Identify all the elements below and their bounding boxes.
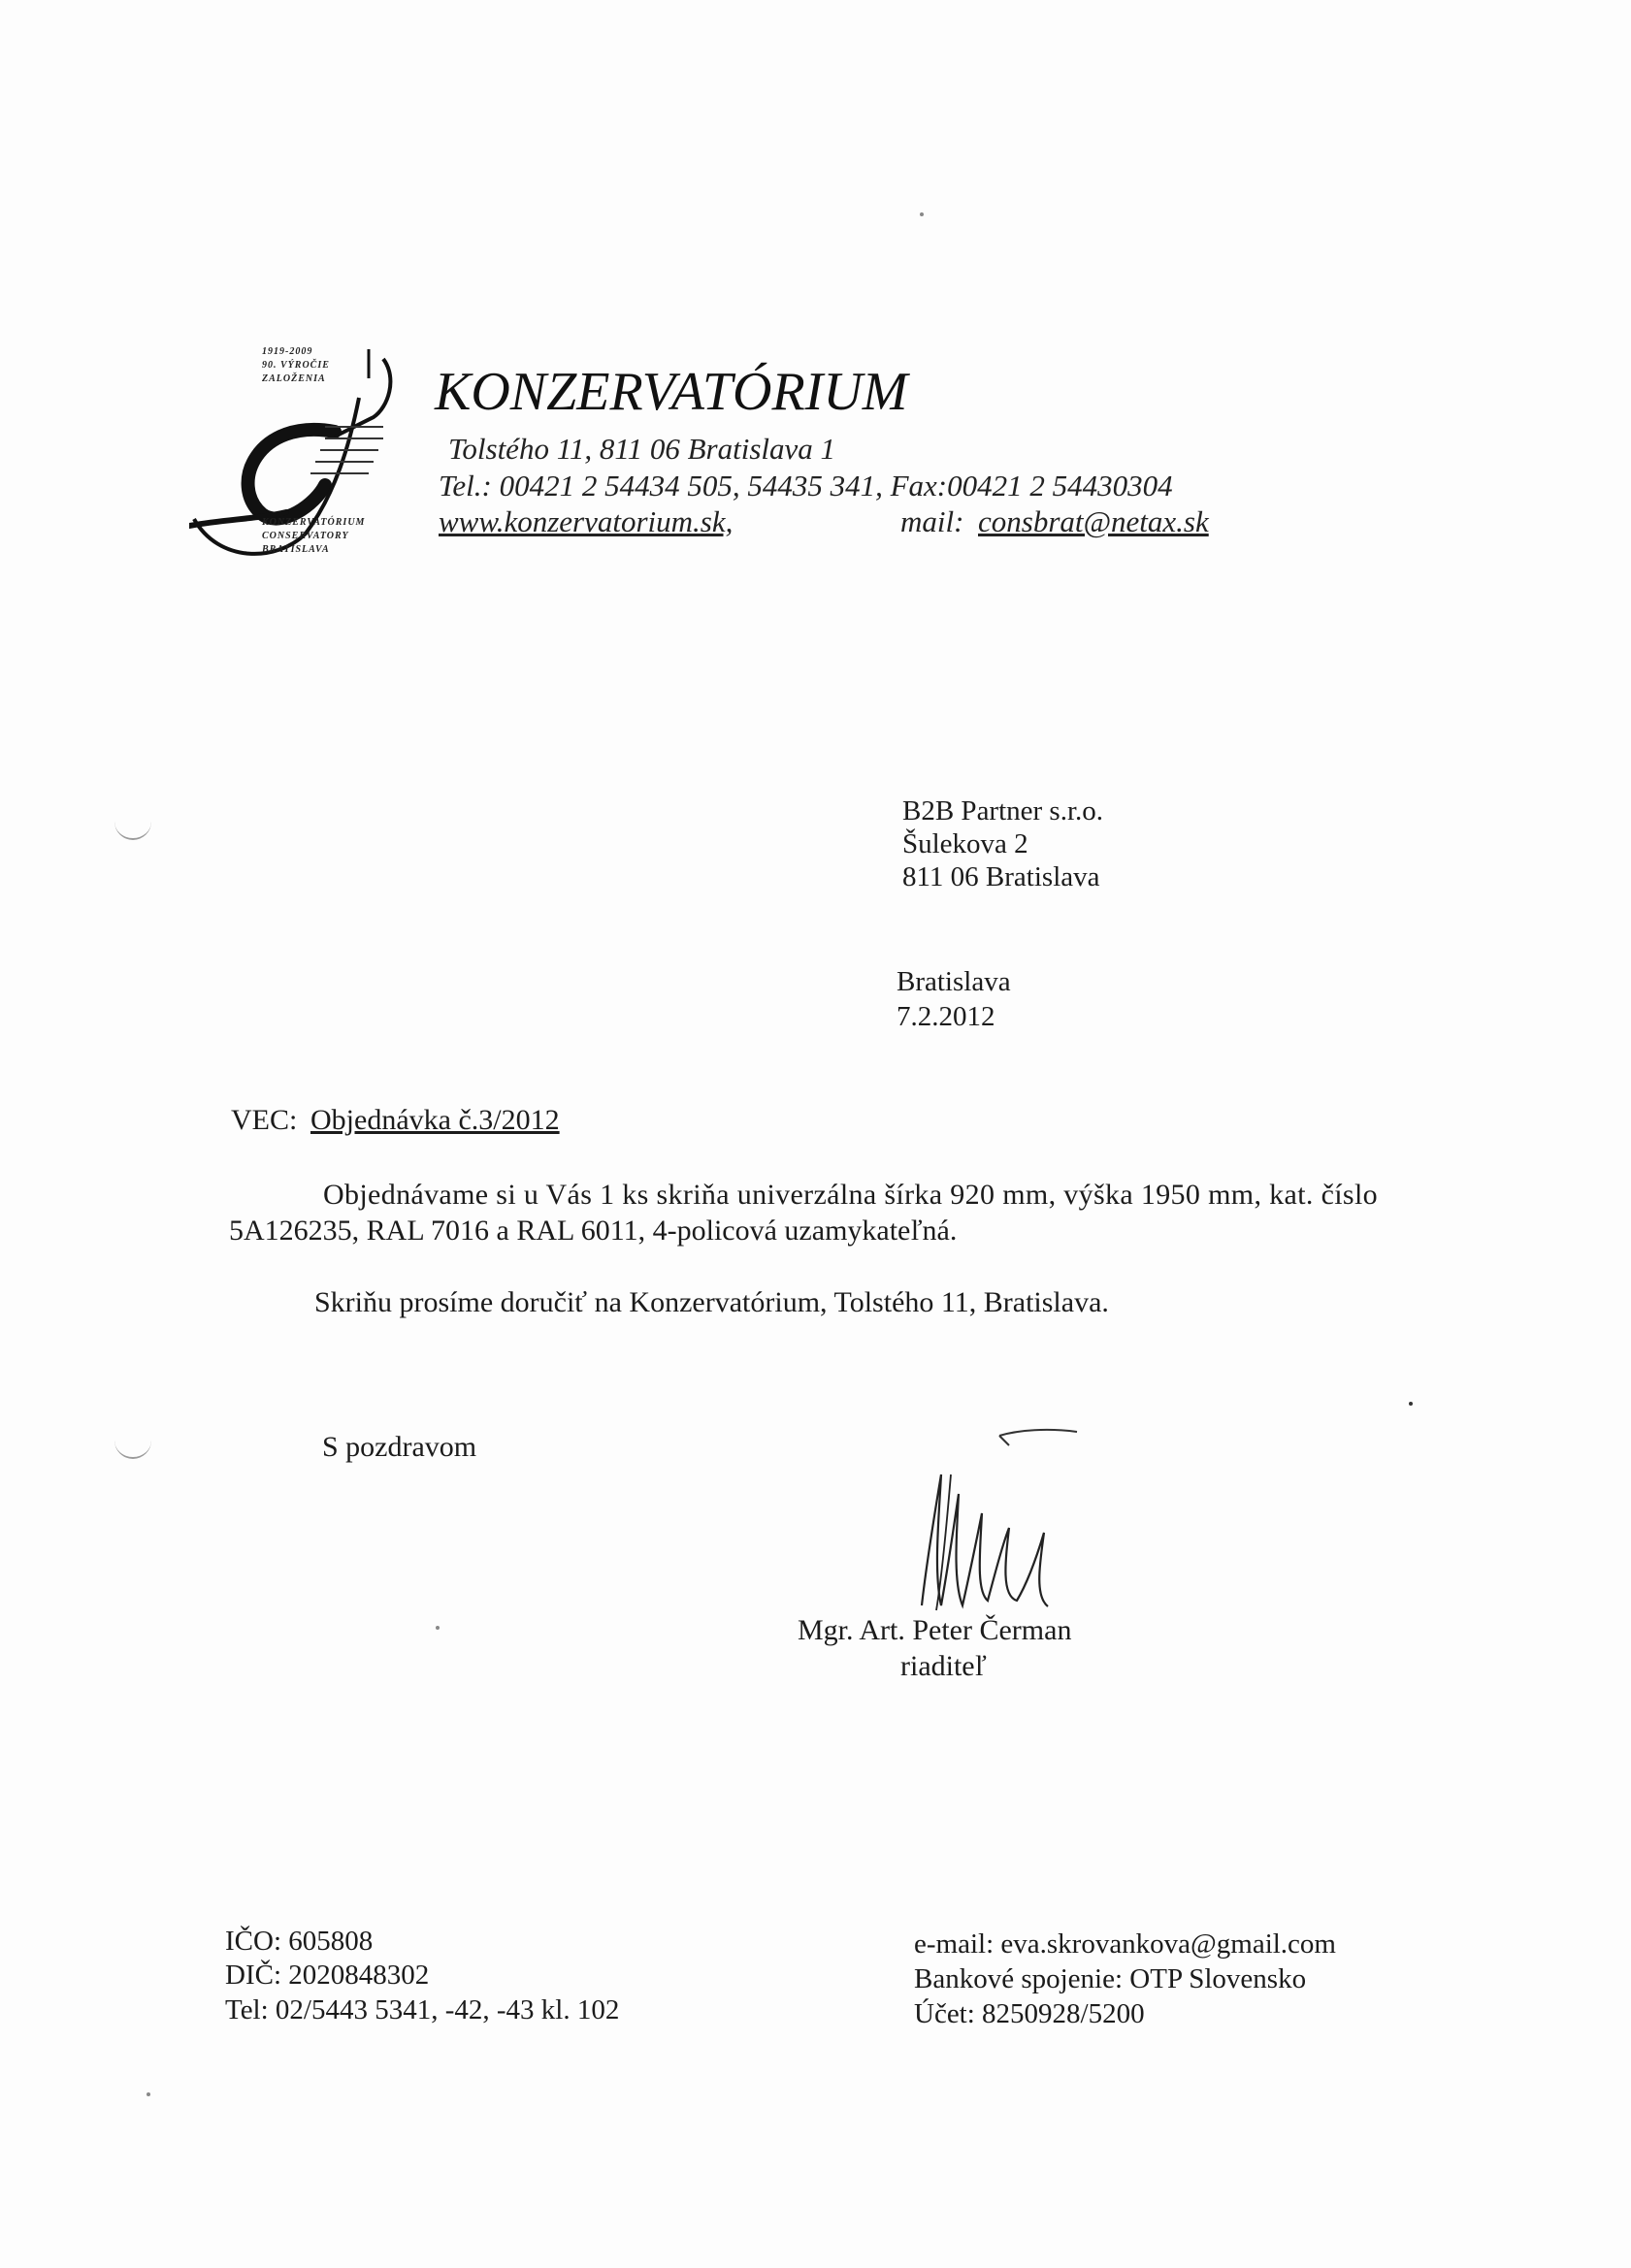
organization-address: Tolstého 11, 811 06 Bratislava 1 bbox=[448, 432, 836, 466]
body-paragraph-1-line-1: Objednávame si u Vás 1 ks skriňa univerzálna šírka 920 mm, výška 1950 mm, kat. číslo bbox=[323, 1179, 1378, 1211]
scan-speck bbox=[1409, 1402, 1413, 1406]
handwritten-signature bbox=[912, 1416, 1106, 1620]
footer-email: e-mail: eva.skrovankova@gmail.com bbox=[914, 1928, 1336, 1960]
signer-name: Mgr. Art. Peter Čerman bbox=[798, 1614, 1072, 1646]
recipient-city: 811 06 Bratislava bbox=[902, 861, 1100, 892]
footer-ico: IČO: 605808 bbox=[225, 1926, 374, 1957]
mail-label: mail: bbox=[900, 504, 964, 538]
letter-date: 7.2.2012 bbox=[897, 1001, 995, 1032]
body-paragraph-1-line-2: 5A126235, RAL 7016 a RAL 6011, 4-policová uzamykateľná. bbox=[229, 1215, 958, 1247]
organization-email-link[interactable]: consbrat@netax.sk bbox=[978, 504, 1209, 538]
organization-phone: Tel.: 00421 2 54434 505, 54435 341, Fax:00421 2 54430304 bbox=[439, 469, 1173, 502]
logo-city: BRATISLAVA bbox=[262, 544, 330, 555]
body-paragraph-2: Skriňu prosíme doručiť na Konzervatórium, Tolstého 11, Bratislava. bbox=[314, 1286, 1109, 1318]
organization-title: KONZERVATÓRIUM bbox=[435, 362, 908, 422]
punch-hole-mark bbox=[114, 817, 151, 840]
letter-place: Bratislava bbox=[897, 966, 1011, 997]
footer-dic: DIČ: 2020848302 bbox=[225, 1960, 430, 1991]
recipient-street: Šulekova 2 bbox=[902, 828, 1028, 859]
subject-text: Objednávka č.3/2012 bbox=[310, 1104, 560, 1136]
scan-speck bbox=[920, 212, 924, 216]
scan-speck bbox=[147, 2092, 150, 2096]
footer-telephone: Tel: 02/5443 5341, -42, -43 kl. 102 bbox=[225, 1994, 620, 2025]
footer-bank: Bankové spojenie: OTP Slovensko bbox=[914, 1963, 1307, 1994]
footer-account: Účet: 8250928/5200 bbox=[914, 1998, 1145, 2029]
recipient-company: B2B Partner s.r.o. bbox=[902, 795, 1104, 826]
logo-name-sk: KONZERVATÓRIUM bbox=[262, 517, 366, 528]
scan-speck bbox=[436, 1626, 440, 1630]
punch-hole-mark bbox=[114, 1436, 151, 1459]
logo-founding: ZALOŽENIA bbox=[262, 373, 326, 384]
closing-greeting: S pozdravom bbox=[322, 1431, 477, 1463]
subject-label: VEC: bbox=[231, 1104, 298, 1136]
logo-name-en: CONSERVATORY bbox=[262, 531, 349, 541]
logo-years: 1919-2009 bbox=[262, 346, 313, 357]
logo-anniversary: 90. VÝROČIE bbox=[262, 360, 330, 371]
organization-website-link[interactable]: www.konzervatorium.sk, bbox=[439, 504, 734, 538]
signer-title: riaditeľ bbox=[900, 1650, 987, 1682]
